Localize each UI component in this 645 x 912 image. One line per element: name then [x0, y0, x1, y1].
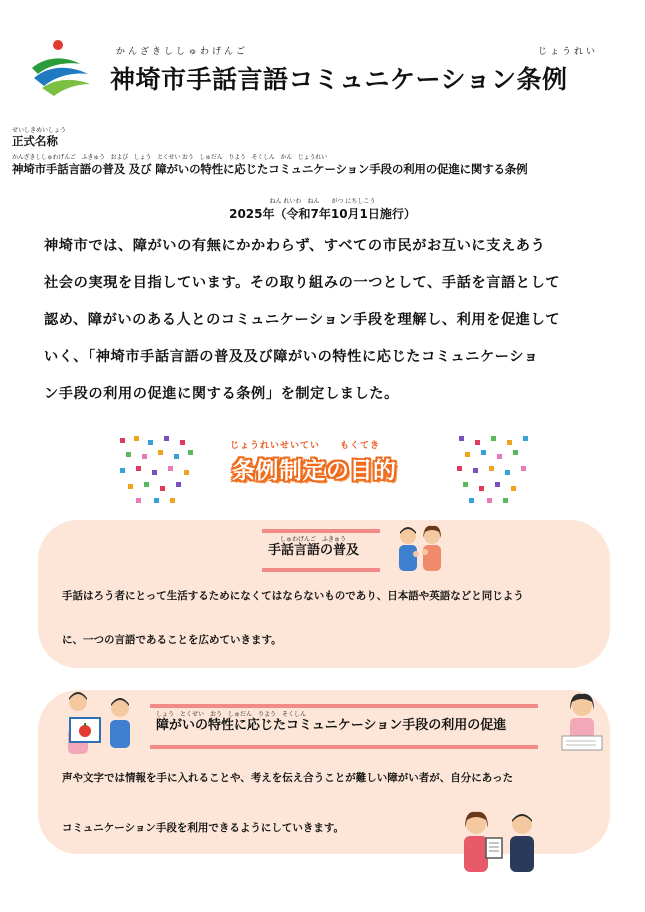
section2-text-line1: 声や文字では情報を手に入れることや、考えを伝え合うことが難しい障がい者が、自分にあった — [62, 772, 514, 784]
effective-date-block — [0, 196, 645, 222]
heading-bar-bottom — [150, 745, 538, 749]
official-name-reading: かんざきししゅわげんご ふきゅう および しょう とくせい おう しゅだん りよう そくしん かん じょうれい — [12, 154, 327, 161]
section2-text-line2: コミュニケーション手段を利用できるようにしていきます。 — [62, 822, 345, 834]
city-logo-icon — [28, 38, 94, 98]
signing-people-icon — [392, 524, 448, 580]
intro-line: ン手段の利用の促進に関する条例」を制定しました。 — [44, 386, 399, 402]
picture-card-people-icon — [62, 690, 142, 758]
intro-line: いく、「神埼市手話言語の普及及び障がいの特性に応じたコミュニケーショ — [44, 349, 539, 365]
purpose-title: 条例制定の目的 — [232, 458, 397, 484]
page-title: 神埼市手話言語コミュニケーション条例 — [110, 65, 568, 94]
purpose-reading: じょうれいせいてい もくてき — [230, 441, 381, 451]
heading-bar-top — [150, 704, 538, 708]
writing-person-icon — [556, 690, 608, 752]
effective-date: 2025年（令和7年10月1日施行） — [229, 207, 416, 221]
section1-heading-block — [268, 536, 359, 559]
official-name-block — [12, 154, 527, 177]
official-name: 神埼市手話言語の普及 及び 障がいの特性に応じたコミュニケーション手段の利用の促進に関する条例 — [12, 161, 528, 176]
intro-line: 神埼市では、障がいの有無にかかわらず、すべての市民がお互いに支えあう — [44, 238, 546, 254]
title-reading-2: じょうれい — [538, 47, 599, 57]
title-block — [110, 44, 620, 94]
title-reading — [110, 44, 620, 56]
section1-heading: 手話言語の普及 — [268, 543, 360, 559]
section2-heading: 障がいの特性に応じたコミュニケーション手段の利用の促進 — [156, 718, 507, 734]
tablet-people-icon — [456, 810, 548, 878]
heading-bar-top — [262, 529, 380, 533]
official-label-reading: せいしきめいしょう — [12, 127, 67, 134]
effective-date-reading: ねん れいわ ねん がつ にちしこう — [269, 198, 376, 205]
section1-text-line2: に、一つの言語であることを広めていきます。 — [62, 634, 282, 646]
intro-paragraph — [44, 228, 614, 413]
intro-line: 社会の実現を目指しています。その取り組みの一つとして、手話を言語として — [44, 275, 561, 291]
title-reading-1: かんざきししゅわげんご — [116, 47, 249, 57]
official-label-block — [12, 128, 66, 147]
heading-bar-bottom — [262, 568, 380, 572]
confetti-right-icon — [455, 434, 535, 506]
intro-line: 認め、障がいのある人とのコミュニケーション手段を理解し、利用を促進して — [44, 312, 561, 328]
section1-heading-reading: しゅわげんご ふきゅう — [280, 536, 347, 543]
section2-heading-reading: しょう とくせい おう しゅだん りよう そくしん — [156, 711, 307, 718]
section1-text-line1: 手話はろう者にとって生活するためになくてはならないものであり、日本語や英語などと同じよう — [62, 590, 524, 602]
official-label: 正式名称 — [12, 133, 58, 148]
section2-heading-block — [156, 711, 506, 734]
confetti-left-icon — [118, 434, 198, 506]
